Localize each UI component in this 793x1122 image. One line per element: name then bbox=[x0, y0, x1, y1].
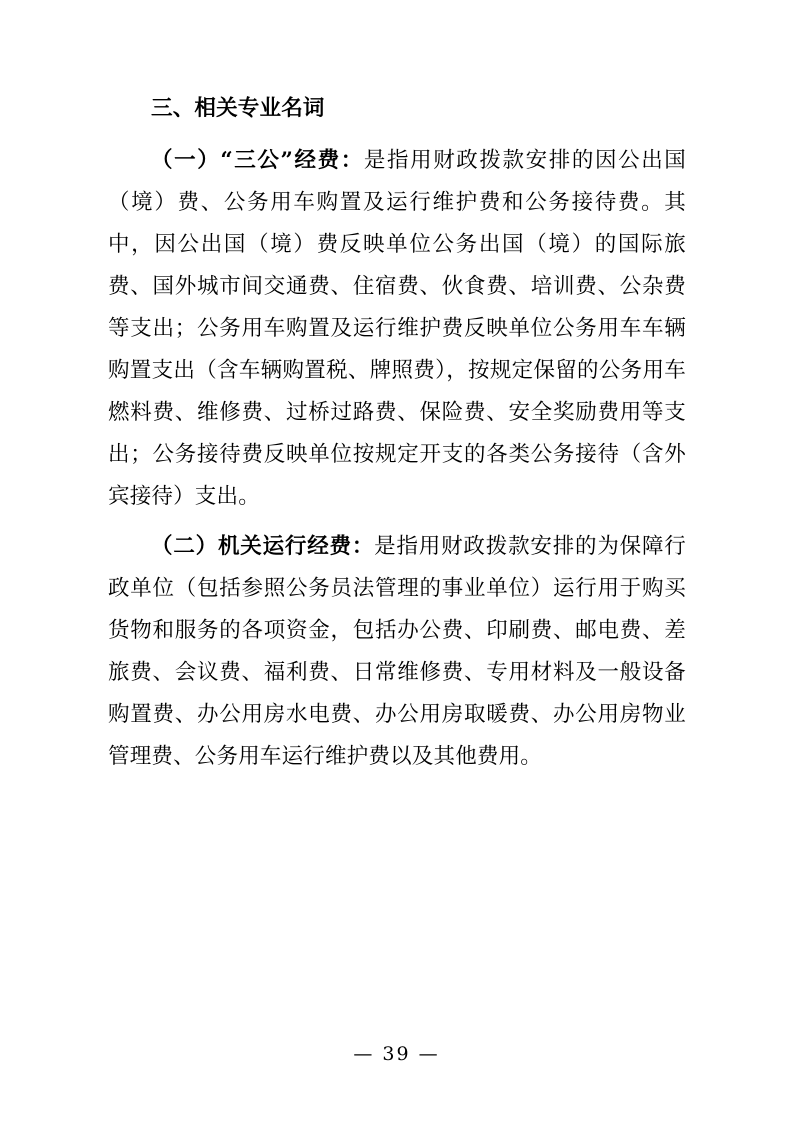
page-number: — 39 — bbox=[353, 1043, 440, 1065]
paragraph-text: 是指用财政拨款安排的为保障行政单位（包括参照公务员法管理的事业单位）运行用于购买货物和服务的各项资金，包括办公费、印刷费、邮电费、差旅费、会议费、福利费、日常维修费、专用材料及一般设备购置费、办公用房水电费、办公用房取暖费、办公用房物业管理费、公务用车运行维护费以及其他费用。 bbox=[108, 534, 686, 769]
paragraph-text: 是指用财政拨款安排的因公出国（境）费、公务用车购置及运行维护费和公务接待费。其中，因公出国（境）费反映单位公务出国（境）的国际旅费、国外城市间交通费、住宿费、伙食费、培训费、公杂费等支出；公务用车购置及运行维护费反映单位公务用车车辆购置支出（含车辆购置税、牌照费），按规定保留的公务用车燃料费、维修费、过桥过路费、保险费、安全奖励费用等支出；公务接待费反映单位按规定开支的各类公务接待（含外宾接待）支出。 bbox=[108, 148, 687, 509]
document-body bbox=[108, 88, 686, 778]
paragraph-lead-label: （二）机关运行经费： bbox=[151, 534, 375, 559]
paragraph-three-public-funds bbox=[108, 140, 686, 518]
paragraph-lead-label: （一）“三公”经费： bbox=[151, 148, 364, 173]
paragraph-operating-expenses bbox=[108, 526, 686, 778]
section-heading: 三、相关专业名词 bbox=[151, 96, 325, 121]
